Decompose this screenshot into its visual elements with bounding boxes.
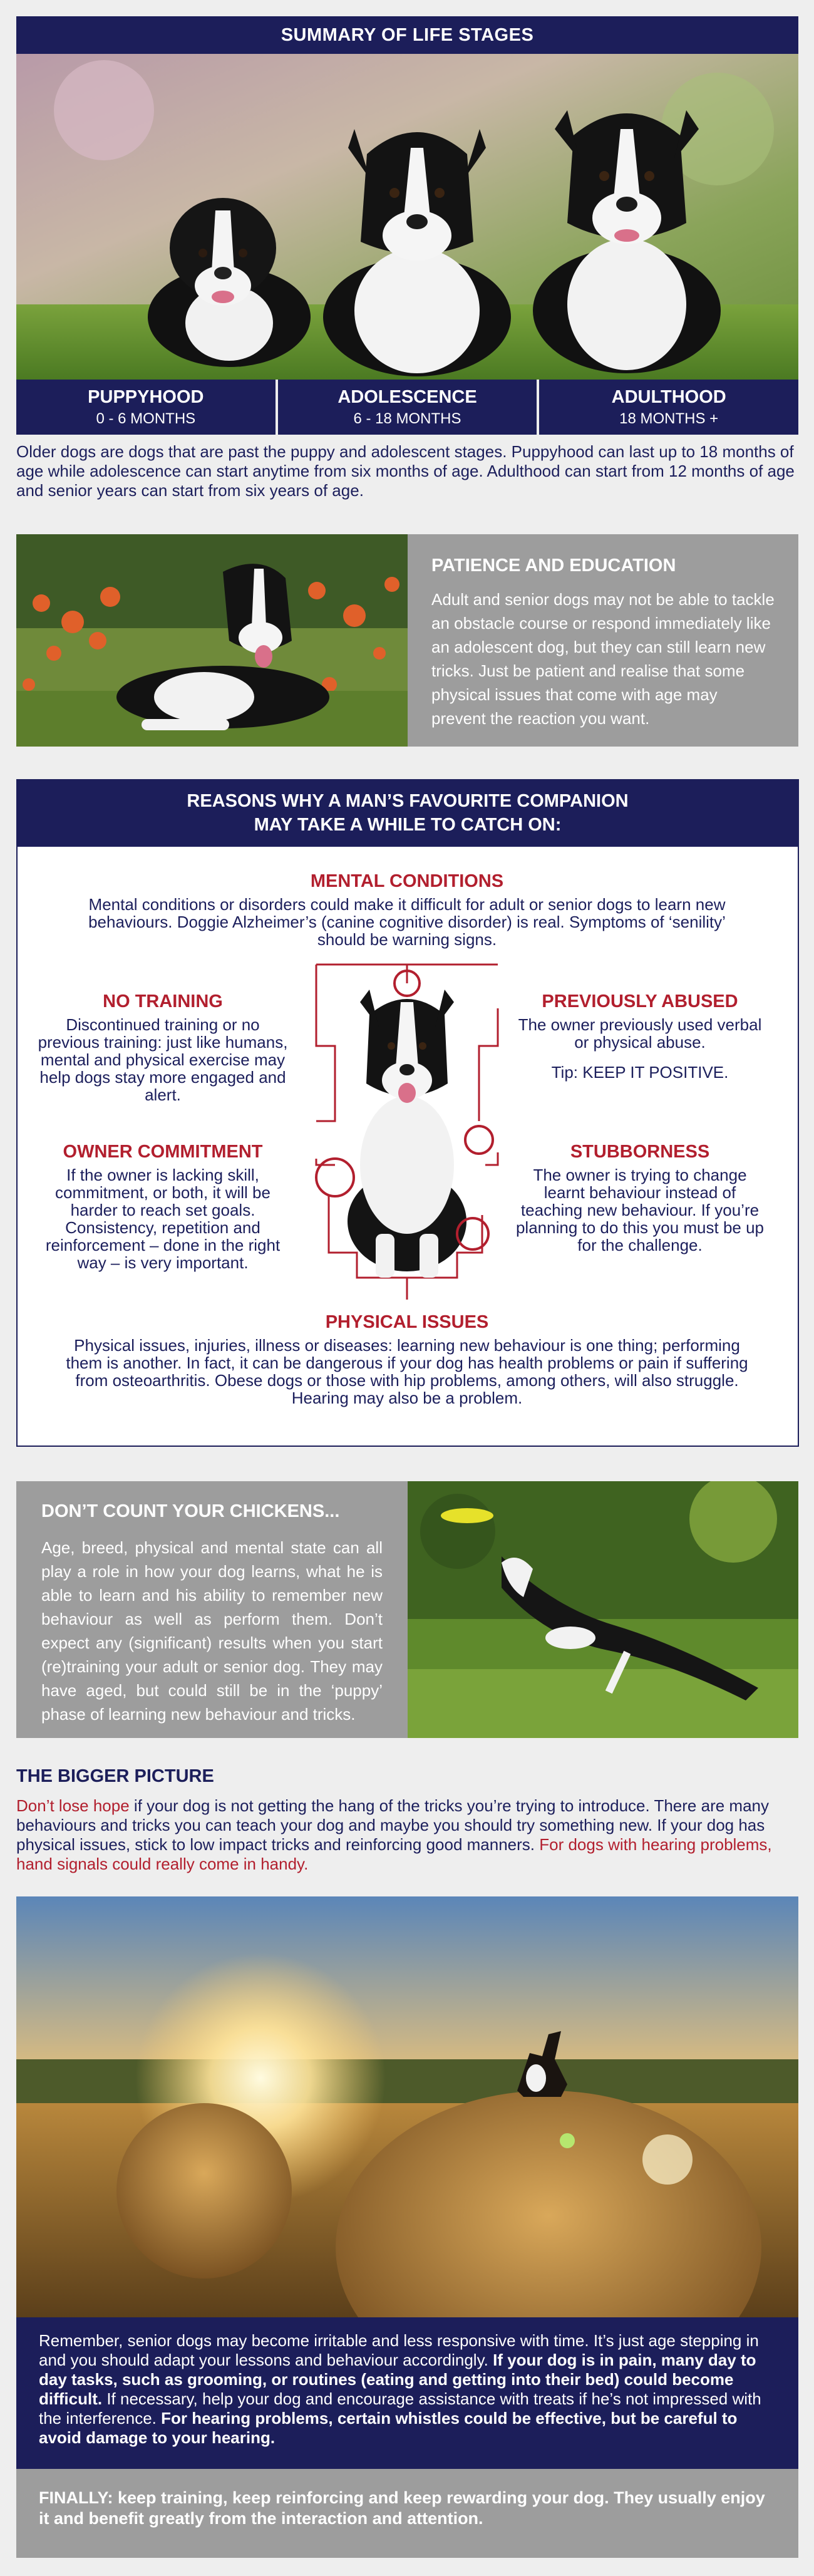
reason-title: PHYSICAL ISSUES: [325, 1312, 489, 1332]
reason-text: The owner is trying to change learnt behaviour instead of teaching new behaviour. If you’re planning to do this you must be up for the challenge.: [515, 1166, 765, 1254]
reason-title: OWNER COMMITMENT: [63, 1142, 263, 1162]
reasons-title-line2: MAY TAKE A WHILE TO CATCH ON:: [254, 815, 562, 835]
patience-text: Adult and senior dogs may not be able to tackle an obstacle course or respond immediately like an adolescent dog, but they can still learn new tricks. Just be patient and realise that some physical issues that come with age may prevent the reaction you want.: [431, 590, 775, 728]
stage-adolescence: [278, 380, 537, 435]
chickens-panel: [16, 1481, 408, 1738]
stage-range: 18 MONTHS +: [619, 410, 719, 427]
stage-name: ADOLESCENCE: [337, 386, 477, 407]
remember-text-1: Remember, senior dogs may become irritable and less responsive with time. It’s just age stepping in and you should adapt your lessons and behaviour accordingly.: [39, 2331, 759, 2369]
remember-bold-2: For hearing problems, certain whistles could be effective, but be careful to avoid damage to your hearing.: [39, 2409, 738, 2447]
bigger-picture-body: if your dog is not getting the hang of the tricks you’re trying to introduce. There are many behaviours and tricks you can teach your dog and maybe you should try something new. If your dog has physical issues, stick to low impact tricks and reinforcing good manners.: [16, 1796, 769, 1854]
reason-text: If the owner is lacking skill, commitment, or both, it will be harder to reach set goals. Consistency, repetition and reinforcement – done in the right way – is very important.: [45, 1166, 281, 1272]
patience-title: PATIENCE AND EDUCATION: [431, 556, 676, 576]
hay-bale-dog-photo: [16, 1896, 798, 2317]
remember-panel: [16, 2317, 798, 2469]
stage-name: ADULTHOOD: [611, 386, 726, 407]
life-stages-title: SUMMARY OF LIFE STAGES: [16, 16, 798, 54]
reason-physical-issues: [63, 1312, 751, 1407]
reason-mental-conditions: [81, 871, 733, 948]
lying-dog-photo: [16, 534, 408, 747]
reason-previously-abused: [515, 991, 765, 1081]
stage-range: 0 - 6 MONTHS: [96, 410, 196, 427]
stage-range: 6 - 18 MONTHS: [353, 410, 461, 427]
stage-name: PUPPYHOOD: [88, 386, 204, 407]
hearing-tip: For dogs with hearing problems, hand signals could really come in handy.: [16, 1835, 772, 1873]
reason-title: STUBBORNESS: [570, 1142, 710, 1162]
remember-bold-1: If your dog is in pain, many day to day tasks, such as grooming, or routines (eating and getting into their bed) could become difficult.: [39, 2351, 756, 2408]
remember-text-2: If necessary, help your dog and encourage assistance with treats if he’s not impressed with the interference.: [39, 2389, 761, 2428]
reason-text: Mental conditions or disorders could make it difficult for adult or senior dogs to learn new behaviours. Doggie Alzheimer’s (canine cognitive disorder) is real. Symptoms of ‘senility’ should be warning signs.: [88, 895, 726, 949]
stage-adulthood: [539, 380, 798, 435]
reason-tip: Tip: KEEP IT POSITIVE.: [551, 1063, 729, 1082]
reason-title: MENTAL CONDITIONS: [310, 871, 504, 891]
reason-owner-commitment: [38, 1142, 288, 1271]
reason-title: PREVIOUSLY ABUSED: [542, 991, 738, 1011]
dont-lose-hope: Don’t lose hope: [16, 1796, 130, 1815]
three-dogs-photo: [16, 54, 798, 380]
finally-panel: FINALLY: keep training, keep reinforcing and keep rewarding your dog. They usually enjoy it and benefit greatly from the interaction and attention.: [16, 2469, 798, 2558]
sitting-dog-diagram: [307, 958, 507, 1300]
reasons-title: [16, 779, 799, 847]
frisbee-dog-photo: [408, 1481, 798, 1738]
life-stages-bar: [16, 380, 798, 435]
bigger-picture-text: [16, 1796, 799, 1874]
bigger-picture-title: THE BIGGER PICTURE: [16, 1766, 214, 1786]
reasons-title-line1: REASONS WHY A MAN’S FAVOURITE COMPANION: [187, 791, 629, 811]
life-stages-paragraph: Older dogs are dogs that are past the puppy and adolescent stages. Puppyhood can last up to 18 months of age while adolescence can start anytime from six months of age. Adulthood can start from 12 months of age and senior years can start from six years of age.: [16, 442, 795, 500]
patience-panel: [408, 534, 798, 747]
reason-stubborness: [515, 1142, 765, 1254]
reason-text: Physical issues, injuries, illness or diseases: learning new behaviour is one thing; performing them is another. In fact, it can be dangerous if your dog has health problems or pain if suffering from osteoarthritis. Obese dogs or those with hip problems, among others, will also struggle. Hearing may also be a problem.: [66, 1336, 748, 1407]
stage-puppyhood: [16, 380, 276, 435]
chickens-title: DON’T COUNT YOUR CHICKENS...: [41, 1501, 340, 1521]
reason-no-training: [38, 991, 288, 1104]
reason-text: The owner previously used verbal or physical abuse.: [518, 1015, 762, 1052]
reason-title: NO TRAINING: [103, 991, 223, 1011]
reason-text: Discontinued training or no previous training: just like humans, mental and physical exercise may help dogs stay more engaged and alert.: [38, 1015, 288, 1104]
chickens-text: Age, breed, physical and mental state can all play a role in how your dog learns, what he is able to learn and his ability to remember new behaviour as well as perform them. Don’t expect any (significant) results when you start (re)training your adult or senior dog. They may have aged, but could still be in the ‘puppy’ phase of learning new behaviour and tricks.: [41, 1538, 383, 1724]
